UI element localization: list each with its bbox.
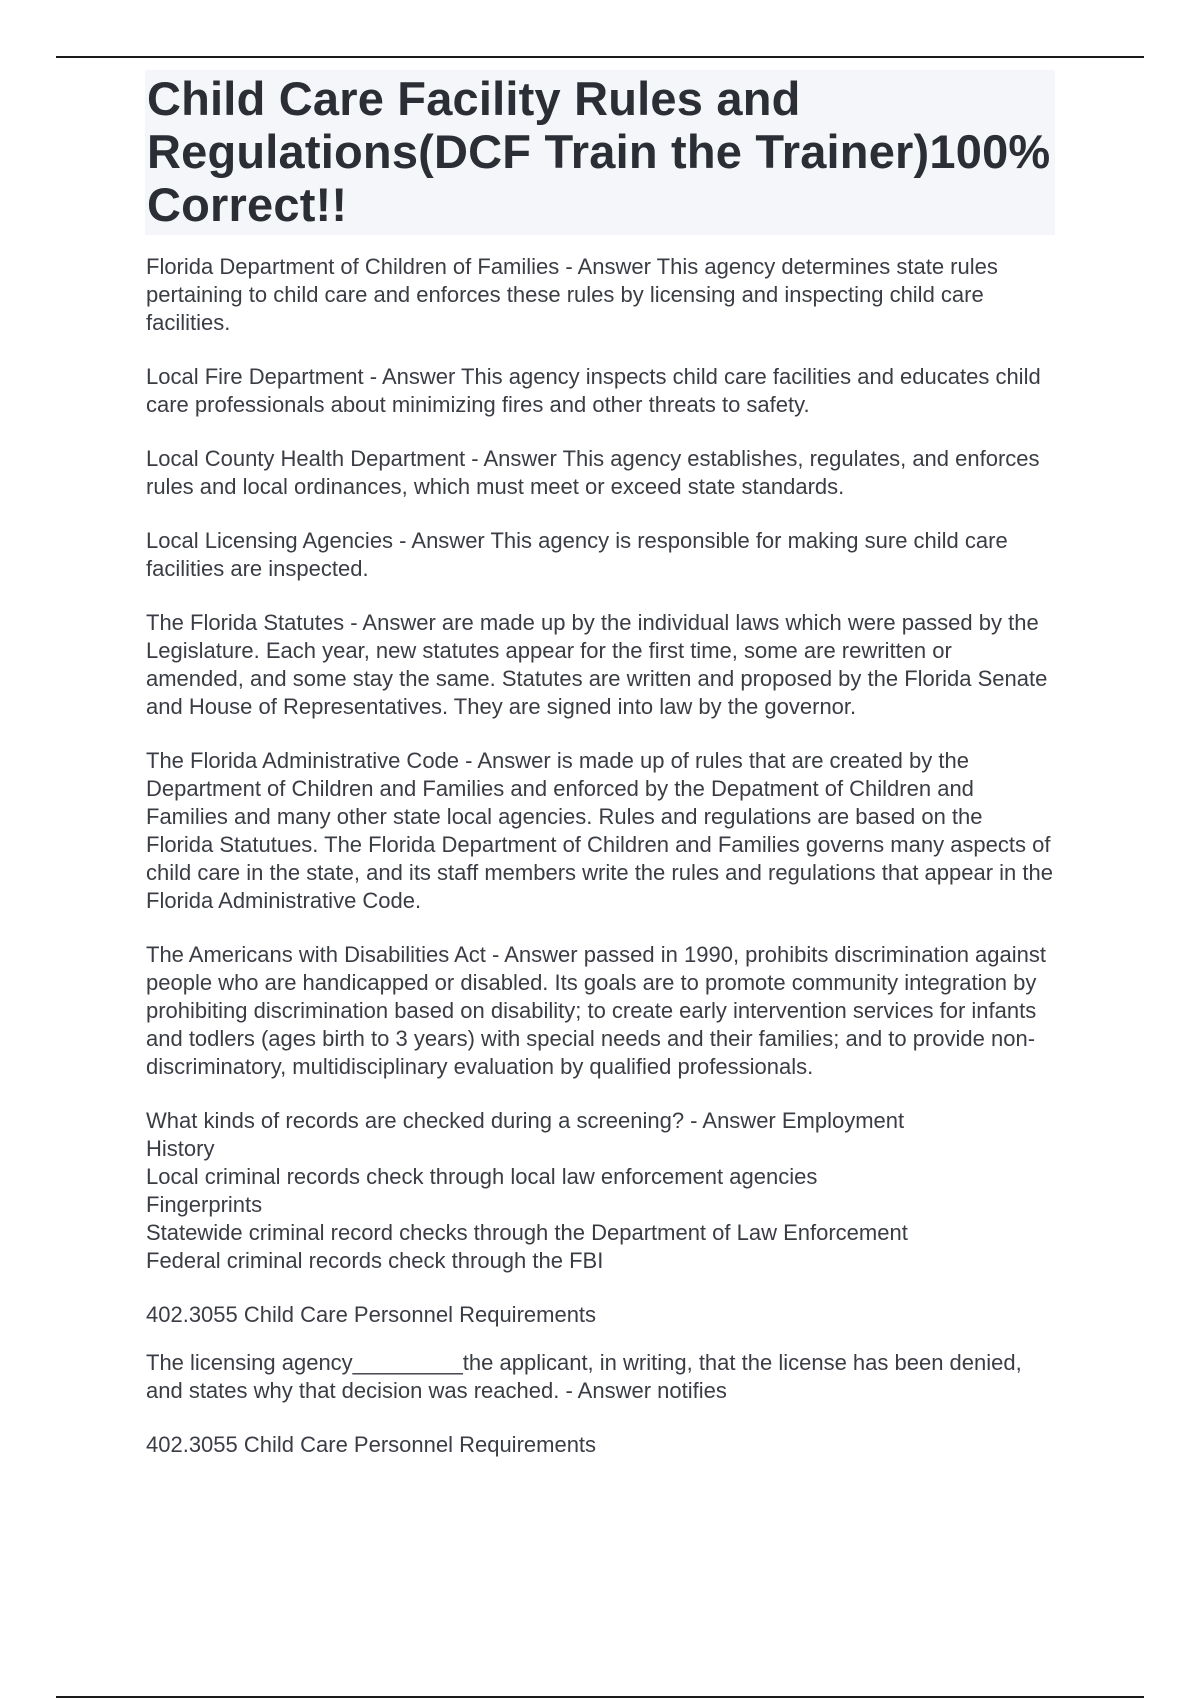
top-divider (56, 56, 1144, 58)
entry-local-fire-department: Local Fire Department - Answer This agency inspects child care facilities and educates child care professionals about minimizing fires and other threats to safety. (146, 364, 1041, 417)
entry-list (145, 253, 1055, 1459)
entry-local-county-health-department: Local County Health Department - Answer This agency establishes, regulates, and enforces rules and local ordinances, which must meet or exceed state standards. (146, 446, 1040, 499)
section-heading: 402.3055 Child Care Personnel Requirements (146, 1432, 597, 1457)
entry-screening-records (145, 1107, 1055, 1275)
screening-line: Statewide criminal record checks through the Department of Law Enforcement (146, 1220, 908, 1245)
screening-line: What kinds of records are checked during a screening? - Answer Employment (146, 1108, 905, 1133)
entry-americans-with-disabilities-act: The Americans with Disabilities Act - Answer passed in 1990, prohibits discrimination against people who are handicapped or disabled. Its goals are to promote community integration by prohibiting discrimination based on disability; to create early intervention services for infants and todlers (ages birth to 3 years) with special needs and their families; and to provide non-discriminatory, multidisciplinary evaluation by qualified professionals. (146, 942, 1046, 1079)
entry-local-licensing-agencies: Local Licensing Agencies - Answer This agency is responsible for making sure child care facilities are inspected. (146, 528, 1008, 581)
entry-florida-dcf: Florida Department of Children of Families - Answer This agency determines state rules pertaining to child care and enforces these rules by licensing and inspecting child care facilities. (146, 254, 998, 335)
entry-licensing-notification: The licensing agency_________the applicant, in writing, that the license has been denied, and states why that decision was reached. - Answer notifies (146, 1350, 1022, 1403)
document-title: Child Care Facility Rules and Regulations(DCF Train the Trainer)100% Correct!! (145, 70, 1055, 235)
entry-florida-administrative-code: The Florida Administrative Code - Answer is made up of rules that are created by the Department of Children and Families and enforced by the Depatment of Children and Families and many other state local agencies. Rules and regulations are based on the Florida Statutues. The Florida Department of Children and Families governs many aspects of child care in the state, and its staff members write the rules and regulations that appear in the Florida Administrative Code. (146, 748, 1053, 913)
screening-line: History (146, 1136, 215, 1161)
screening-line: Local criminal records check through local law enforcement agencies (146, 1164, 818, 1189)
bottom-divider (56, 1696, 1144, 1698)
document-page (145, 70, 1055, 1485)
screening-line: Federal criminal records check through the FBI (146, 1248, 604, 1273)
section-heading: 402.3055 Child Care Personnel Requirements (146, 1302, 597, 1327)
screening-line: Fingerprints (146, 1192, 263, 1217)
entry-florida-statutes: The Florida Statutes - Answer are made up by the individual laws which were passed by the Legislature. Each year, new statutes appear for the first time, some are rewritten or amended, and some stay the same. Statutes are written and proposed by the Florida Senate and House of Representatives. They are signed into law by the governor. (146, 610, 1048, 719)
